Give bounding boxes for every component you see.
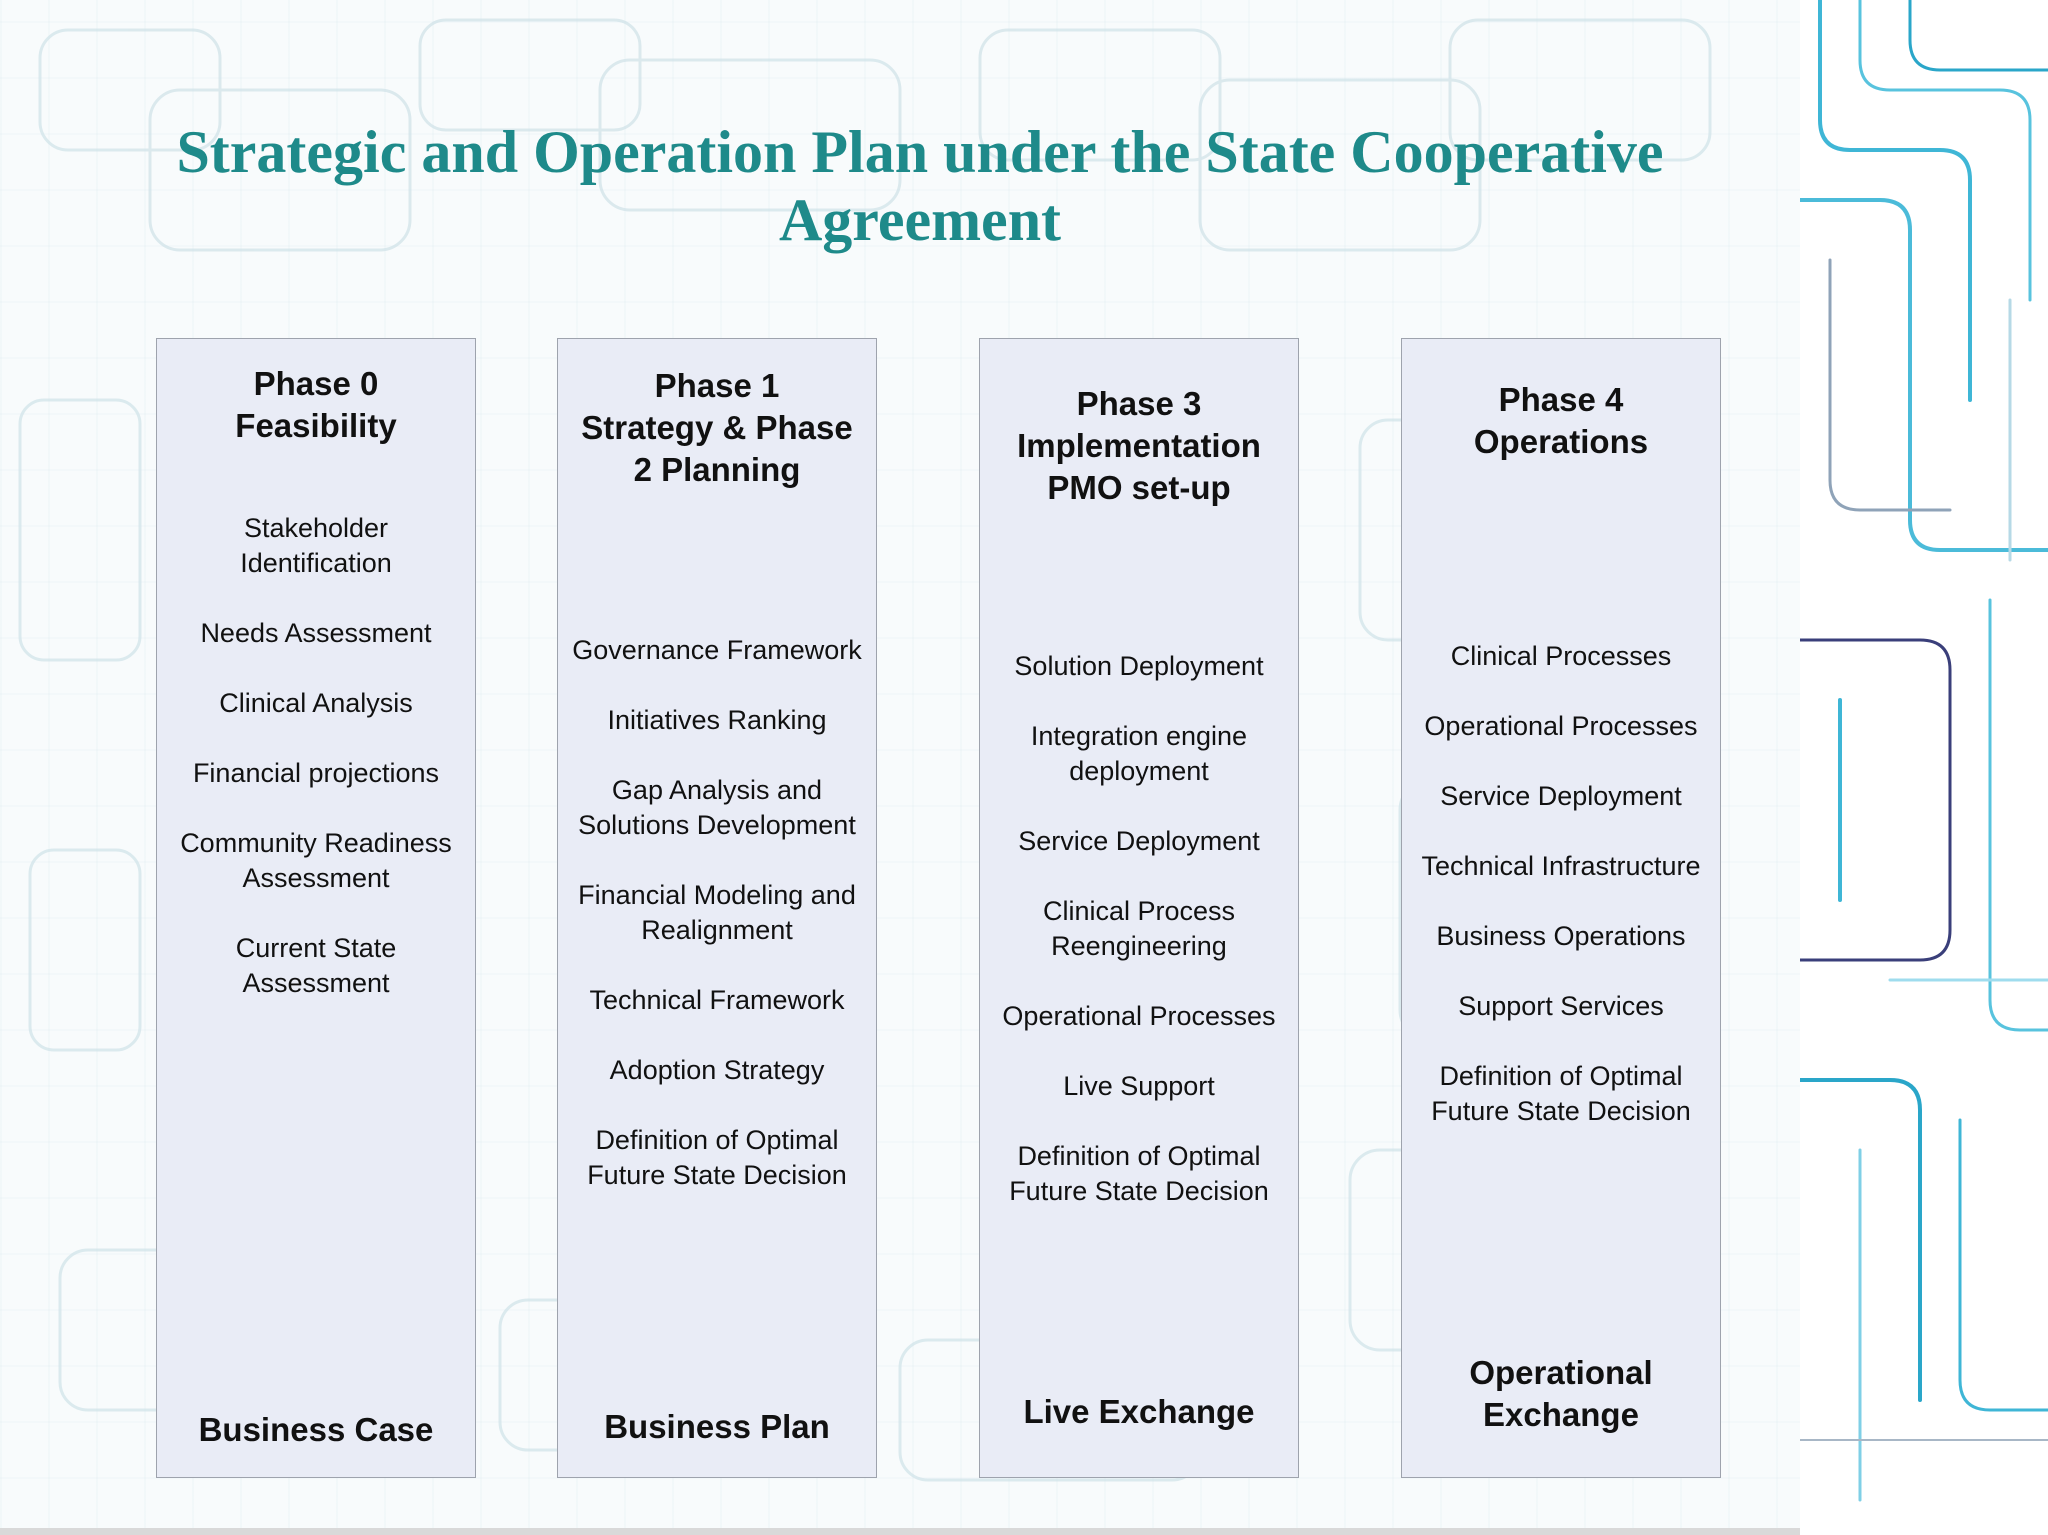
phase-4-item: Technical Infrastructure — [1421, 851, 1701, 881]
phase-1-title-text: Phase 1 Strategy & Phase 2 Planning — [581, 367, 853, 488]
phase-4-title-text: Phase 4 Operations — [1473, 381, 1649, 460]
slide-title: Strategic and Operation Plan under the State Cooperative Agreement — [176, 119, 1664, 253]
phase-3-item: Clinical Process Reengineering — [1042, 896, 1236, 961]
phase-3-column — [979, 338, 1299, 1478]
phase-0-title — [167, 363, 465, 447]
phase-3-item: Live Support — [1063, 1071, 1215, 1101]
decorative-panel — [1800, 0, 2048, 1535]
phase-4-deliverable: Operational Exchange — [1469, 1354, 1653, 1433]
phase-4-column — [1401, 338, 1721, 1478]
phase-1-deliverable: Business Plan — [604, 1408, 830, 1445]
phase-4-item: Business Operations — [1436, 921, 1686, 951]
phase-0-title-text: Phase 0 Feasibility — [235, 365, 397, 444]
phase-1-item: Financial Modeling and Realignment — [578, 880, 856, 945]
phase-1-item: Definition of Optimal Future State Decision — [587, 1125, 847, 1190]
phase-0-item: Community Readiness Assessment — [180, 828, 452, 893]
phase-1-item: Governance Framework — [572, 635, 862, 665]
phase-1-column — [557, 338, 877, 1478]
phase-4-item: Service Deployment — [1440, 781, 1682, 811]
phase-1-items — [568, 633, 866, 1193]
phase-4-item: Clinical Processes — [1450, 641, 1672, 671]
phase-0-item: Current State Assessment — [235, 933, 397, 998]
phase-0-column — [156, 338, 476, 1478]
phase-1-item: Initiatives Ranking — [607, 705, 827, 735]
phase-3-title-text: Phase 3 Implementation PMO set-up — [1017, 385, 1261, 506]
phase-1-item: Adoption Strategy — [609, 1055, 825, 1085]
phase-3-item: Integration engine deployment — [1030, 721, 1248, 786]
phase-0-items — [167, 511, 465, 1001]
phase-4-items — [1412, 639, 1710, 1129]
phase-4-item: Operational Processes — [1424, 711, 1698, 741]
circuit-pattern-decoration — [1800, 0, 2048, 1535]
phase-3-deliverable: Live Exchange — [1023, 1393, 1255, 1430]
phase-3-items — [990, 649, 1288, 1209]
phase-0-item: Stakeholder Identification — [240, 513, 392, 578]
phase-4-item: Support Services — [1458, 991, 1664, 1021]
phase-0-item: Clinical Analysis — [219, 688, 413, 718]
phase-0-item: Needs Assessment — [200, 618, 432, 648]
phase-4-title — [1412, 379, 1710, 463]
phase-0-deliverable: Business Case — [198, 1411, 434, 1448]
phase-3-item: Service Deployment — [1018, 826, 1260, 856]
phase-0-item: Financial projections — [192, 758, 440, 788]
phase-1-title — [568, 365, 866, 491]
phase-4-item: Definition of Optimal Future State Decision — [1431, 1061, 1691, 1126]
bottom-band — [0, 1528, 1800, 1535]
phase-3-item: Operational Processes — [1002, 1001, 1276, 1031]
phase-3-item: Solution Deployment — [1014, 651, 1264, 681]
phase-1-item: Gap Analysis and Solutions Development — [578, 775, 856, 840]
phase-3-item: Definition of Optimal Future State Decision — [1009, 1141, 1269, 1206]
phase-3-title — [990, 383, 1288, 509]
phase-1-item: Technical Framework — [589, 985, 845, 1015]
